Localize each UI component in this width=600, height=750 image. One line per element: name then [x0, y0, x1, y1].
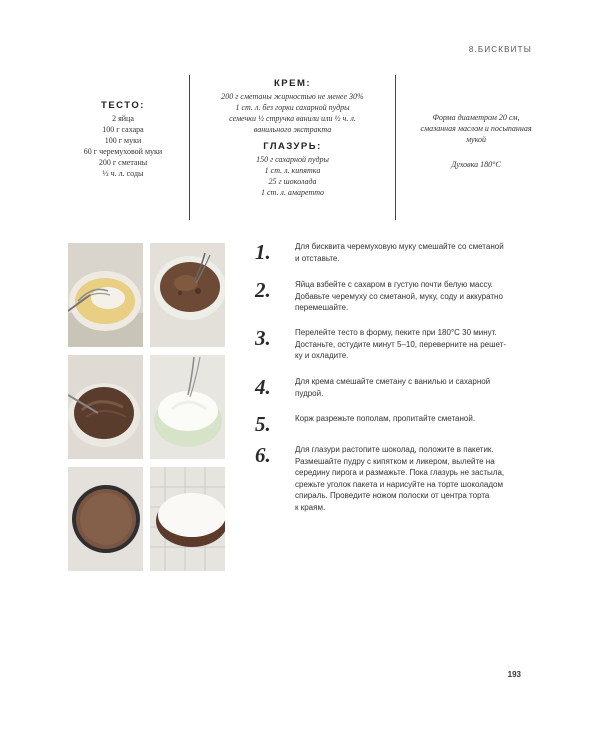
baking-notes	[396, 112, 556, 254]
ingredient: 60 г черемуховой муки	[83, 147, 163, 156]
step-number: 2.	[255, 278, 271, 302]
ingredient: 200 г сметаны	[98, 158, 148, 167]
step-number: 5.	[255, 412, 271, 436]
step-line: перемешайте.	[295, 303, 349, 312]
step-text	[295, 413, 545, 425]
ingredient: 100 г муки	[104, 136, 142, 145]
ingredient: 25 г шоколада	[268, 177, 317, 186]
step-number: 6.	[255, 443, 271, 467]
ingredient: ванильного экстракта	[253, 125, 332, 134]
ingredient: семечки ½ стручка ванили или ½ ч. л.	[229, 114, 356, 123]
step-line: середину пирога и размажьте. Пока глазурь не застыла,	[295, 468, 505, 477]
step-text	[295, 279, 545, 314]
page-number: 193	[507, 670, 521, 679]
oven-note: Духовка 180°С	[451, 160, 501, 169]
photo-mixing-batter	[68, 355, 143, 459]
ingredient: 100 г сахара	[102, 125, 144, 134]
step-line: Для крема смешайте сметану с ванилью и сахарной	[295, 377, 491, 386]
section-header: 8.БИСКВИТЫ	[468, 45, 532, 54]
glaze-title: ГЛАЗУРЬ:	[263, 141, 322, 152]
step-text	[295, 444, 545, 513]
step-text	[295, 241, 545, 264]
step-number: 1.	[255, 240, 271, 264]
ingredient: 1 ст. л. амаретто	[260, 188, 325, 197]
photo-cake-layer-cream	[150, 467, 225, 571]
step-line: Перелейте тесто в форму, пеките при 180°С 30 минут.	[295, 328, 497, 337]
step-line: спираль. Проведите ножом полоски от центра торта	[295, 491, 490, 500]
step-line: Для глазури растопите шоколад, положите в пакетик.	[295, 445, 494, 454]
step-number: 4.	[255, 375, 271, 399]
dough-title: ТЕСТО:	[101, 100, 145, 111]
step-number: 3.	[255, 326, 271, 350]
step-line: и отставьте.	[295, 253, 340, 263]
form-note: мукой	[465, 135, 487, 144]
step-text	[295, 376, 545, 399]
step-line: к краям.	[295, 502, 326, 512]
dough-ingredients	[58, 100, 188, 242]
cream-title: КРЕМ:	[273, 78, 312, 89]
step-text	[295, 327, 545, 362]
step-line: Достаньте, остудите минут 5–10, переверните на решет-	[295, 339, 507, 349]
step-line: ку и охладите.	[295, 351, 349, 360]
step-line: Добавьте черемуху со сметаной, муку, соду и аккуратно	[295, 291, 503, 301]
form-note: Форма диаметром 20 см,	[432, 113, 520, 122]
photo-chocolate-batter-bowl	[150, 243, 225, 347]
photo-baked-sponge-pan	[68, 467, 143, 571]
ingredient: 1 ст. л. без горки сахарной пудры	[235, 103, 350, 112]
step-line: срежьте уголок пакета и нарисуйте на торте шоколадом	[295, 479, 503, 489]
cream-glaze-ingredients	[190, 78, 395, 220]
ingredient: 200 г сметаны жирностью не менее 30%	[221, 92, 364, 101]
step-line: Для бисквита черемуховую муку смешайте со сметаной	[295, 242, 504, 251]
step-line: Яйца взбейте с сахаром в густую почти белую массу.	[295, 280, 493, 289]
form-note: смазанная маслом и посыпанная	[420, 124, 532, 133]
ingredient: ½ ч. л. соды	[102, 169, 144, 178]
ingredient: 1 ст. л. кипятка	[264, 166, 321, 175]
ingredient: 150 г сахарной пудры	[256, 155, 329, 164]
photo-whisking-eggs	[68, 243, 143, 347]
photo-whipped-cream-bowl	[150, 355, 225, 459]
step-line: пудрой.	[295, 388, 324, 398]
step-line: Размешайте пудру с кипятком и ликером, вылейте на	[295, 456, 495, 466]
step-line: Корж разрежьте пополам, пропитайте сметаной.	[295, 414, 476, 423]
ingredient: 2 яйца	[112, 114, 134, 123]
